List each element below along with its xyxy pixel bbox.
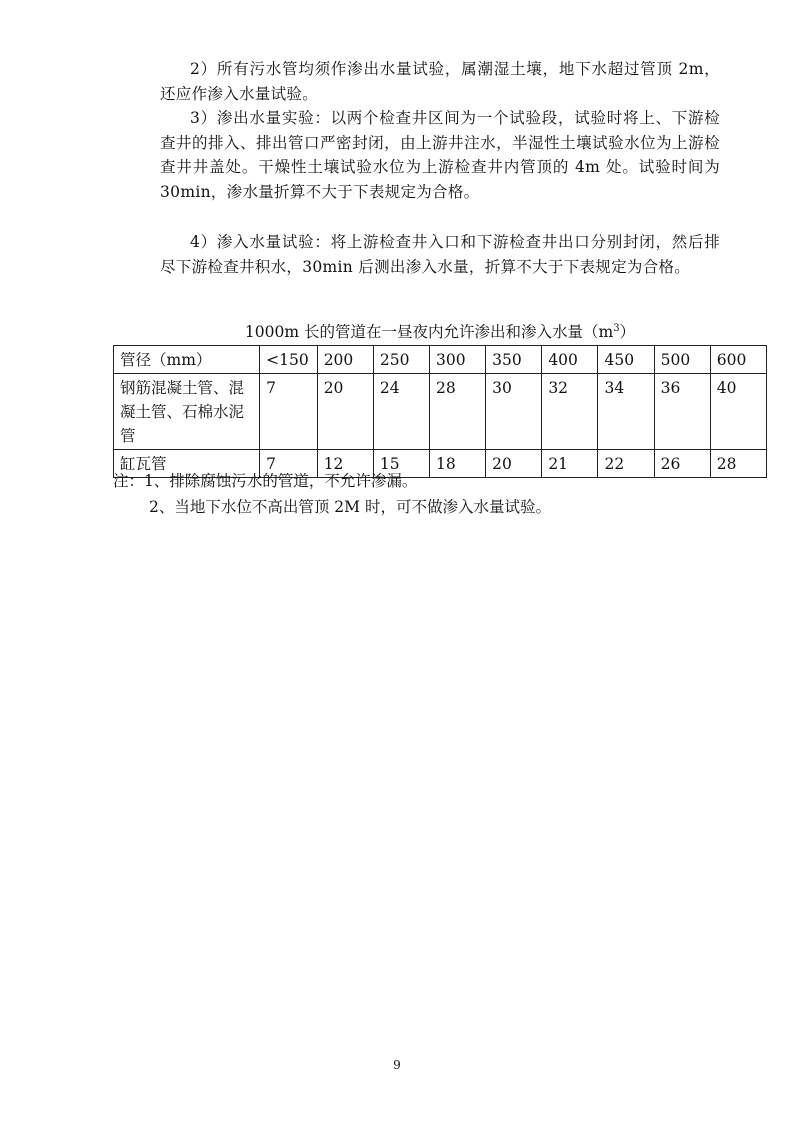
row-label-cell: 缸瓦管	[114, 450, 260, 478]
header-cell: 200	[317, 346, 373, 374]
paragraph-2: 2）所有污水管均须作渗出水量试验，属潮湿土壤，地下水超过管顶 2m，还应作渗入水量试验。	[160, 60, 720, 103]
table-cell: 18	[430, 450, 486, 478]
table-cell: 20	[486, 450, 542, 478]
paragraph-3: 3）渗出水量实验：以两个检查井区间为一个试验段，试验时将上、下游检查井的排入、排出管口严密封闭，由上游井注水，半湿性土壤试验水位为上游检查井井盖处。干燥性土壤试验水位为上游检查井内管顶的 4m 处。试验时间为 30min，渗水量折算不大于下表规定为合格。	[160, 109, 720, 201]
table-cell: 26	[654, 450, 710, 478]
table-cell: 28	[710, 450, 766, 478]
table-cell: 28	[430, 374, 486, 450]
header-cell: 300	[430, 346, 486, 374]
table-header-row	[114, 346, 767, 374]
header-cell: 450	[598, 346, 654, 374]
table-cell: 24	[373, 374, 429, 450]
note-2: 2、当地下水位不高出管顶 2M 时，可不做渗入水量试验。	[149, 498, 551, 516]
table-caption-superscript: 3	[613, 323, 620, 334]
table-cell: 22	[598, 450, 654, 478]
table-cell: 12	[317, 450, 373, 478]
header-cell: 600	[710, 346, 766, 374]
table-caption	[113, 318, 767, 343]
table-cell: 32	[542, 374, 598, 450]
header-label-cell: 管径（mm）	[114, 346, 260, 374]
notes	[113, 468, 767, 520]
header-cell: 350	[486, 346, 542, 374]
note-1: 注：1、排除腐蚀污水的管道，不允许渗漏。	[113, 472, 418, 490]
table-cell: 20	[317, 374, 373, 450]
table-cell: 40	[710, 374, 766, 450]
header-cell: 250	[373, 346, 429, 374]
table-cell: 15	[373, 450, 429, 478]
table-cell: 36	[654, 374, 710, 450]
page-number: 9	[393, 1058, 401, 1072]
table-cell: 7	[260, 374, 318, 450]
seepage-table	[113, 345, 767, 478]
paragraph-4: 4）渗入水量试验：将上游检查井入口和下游检查井出口分别封闭，然后排尽下游检查井积水，30min 后测出渗入水量，折算不大于下表规定为合格。	[160, 233, 720, 276]
table-caption-end: ）	[619, 323, 636, 342]
table-row	[114, 374, 767, 450]
table-cell: 30	[486, 374, 542, 450]
table-cell: 21	[542, 450, 598, 478]
header-cell: <150	[260, 346, 318, 374]
table-caption-text: 1000m 长的管道在一昼夜内允许渗出和渗入水量（m	[244, 323, 614, 342]
header-cell: 500	[654, 346, 710, 374]
table-cell: 34	[598, 374, 654, 450]
row-label-cell: 钢筋混凝土管、混凝土管、石棉水泥管	[114, 374, 260, 450]
table-cell: 7	[260, 450, 318, 478]
header-cell: 400	[542, 346, 598, 374]
